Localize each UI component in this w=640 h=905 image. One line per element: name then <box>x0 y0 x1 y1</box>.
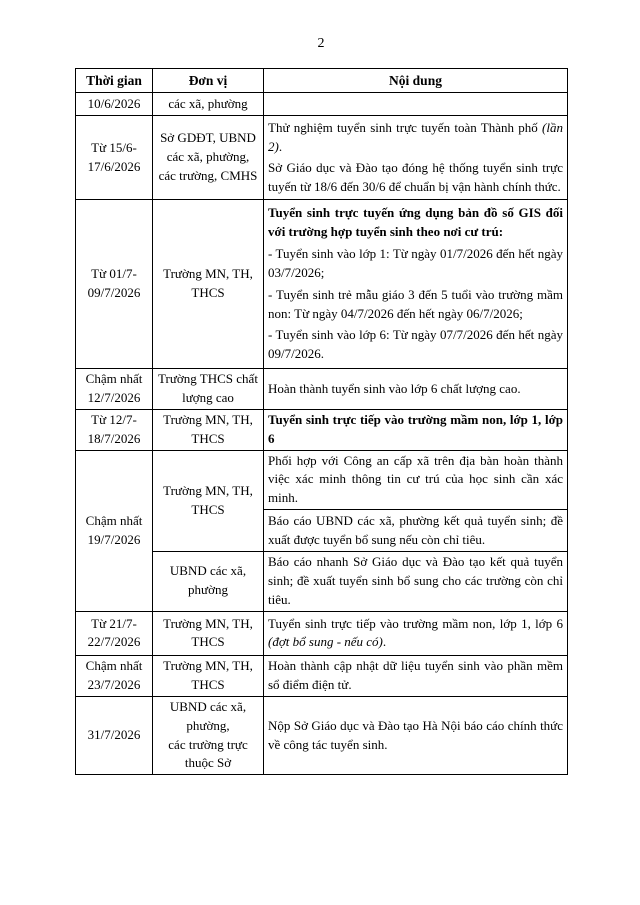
unit-cell: Trường MN, TH, THCS <box>153 656 264 697</box>
content-cell: Báo cáo nhanh Sở Giáo dục và Đào tạo kết quả tuyển sinh; đề xuất tuyển sinh bổ sung cho các trường còn chỉ tiêu. <box>264 552 568 612</box>
table-row <box>76 696 568 774</box>
content-cell: Hoàn thành cập nhật dữ liệu tuyển sinh vào phần mềm sổ điểm điện tử. <box>264 656 568 697</box>
unit-cell: Trường MN, TH, THCS <box>153 409 264 450</box>
table-row <box>76 93 568 116</box>
time-cell: Từ 21/7-22/7/2026 <box>76 611 153 656</box>
column-header-content: Nội dung <box>264 69 568 93</box>
unit-cell: UBND các xã, phường <box>153 552 264 612</box>
content-cell <box>264 611 568 656</box>
time-cell: Chậm nhất 19/7/2026 <box>76 450 153 611</box>
unit-cell: Trường MN, TH, THCS <box>153 450 264 552</box>
table-row <box>76 200 568 369</box>
table-row <box>76 409 568 450</box>
content-paragraph: Thử nghiệm tuyển sinh trực tuyến toàn Thành phố (lần 2). <box>268 120 563 154</box>
content-cell: Tuyển sinh trực tiếp vào trường mầm non, lớp 1, lớp 6 <box>264 409 568 450</box>
content-paragraph: Tuyển sinh trực tiếp vào trường mầm non, lớp 1, lớp 6 (đợt bổ sung - nếu có). <box>268 615 563 650</box>
time-cell: Chậm nhất 23/7/2026 <box>76 656 153 697</box>
content-cell <box>264 93 568 116</box>
unit-cell: Trường THCS chất lượng cao <box>153 369 264 410</box>
table-row <box>76 116 568 200</box>
unit-cell <box>153 696 264 774</box>
time-cell: 31/7/2026 <box>76 696 153 774</box>
enrollment-schedule-table <box>75 68 568 775</box>
content-heading: Tuyển sinh trực tuyến ứng dụng bản đồ số GIS đối với trường hợp tuyển sinh theo nơi cư trú: <box>268 205 563 240</box>
column-header-time: Thời gian <box>76 69 153 93</box>
page-number: 2 <box>317 36 325 51</box>
content-bullet: - Tuyển sinh trẻ mẫu giáo 3 đến 5 tuổi vào trường mầm non: Từ ngày 04/7/2026 đến hết ngày 06/7/2026; <box>268 286 563 321</box>
time-cell: Từ 12/7-18/7/2026 <box>76 409 153 450</box>
unit-cell: Trường MN, TH, THCS <box>153 611 264 656</box>
unit-cell: Trường MN, TH, THCS <box>153 200 264 369</box>
content-cell: Báo cáo UBND các xã, phường kết quả tuyển sinh; đề xuất được tuyển bổ sung nếu còn chỉ tiêu. <box>264 510 568 552</box>
content-cell <box>264 116 568 200</box>
table-row <box>76 450 568 510</box>
table-row <box>76 656 568 697</box>
content-cell <box>264 200 568 369</box>
content-cell: Hoàn thành tuyển sinh vào lớp 6 chất lượng cao. <box>264 369 568 410</box>
content-cell: Phối hợp với Công an cấp xã trên địa bàn hoàn thành việc xác minh thông tin cư trú của học sinh cần xác minh. <box>264 450 568 510</box>
time-cell: 10/6/2026 <box>76 93 153 116</box>
column-header-unit: Đơn vị <box>153 69 264 93</box>
content-paragraph: Sở Giáo dục và Đào tạo đóng hệ thống tuyển sinh trực tuyến từ 18/6 đến 30/6 để chuẩn bị vận hành chính thức. <box>268 159 563 194</box>
time-cell: Từ 01/7-09/7/2026 <box>76 200 153 369</box>
content-cell: Nộp Sở Giáo dục và Đào tạo Hà Nội báo cáo chính thức về công tác tuyển sinh. <box>264 696 568 774</box>
content-bullet: - Tuyển sinh vào lớp 6: Từ ngày 07/7/2026 đến hết ngày 09/7/2026. <box>268 327 563 362</box>
table-row <box>76 369 568 410</box>
time-cell: Chậm nhất 12/7/2026 <box>76 369 153 410</box>
unit-cell: các xã, phường <box>153 93 264 116</box>
table-header-row <box>76 69 568 93</box>
table-row <box>76 611 568 656</box>
content-bullet: - Tuyển sinh vào lớp 1: Từ ngày 01/7/2026 đến hết ngày 03/7/2026; <box>268 246 563 280</box>
unit-line: các trường trực thuộc Sở <box>168 736 248 771</box>
unit-line: UBND các xã, phường, <box>169 698 247 733</box>
time-cell: Từ 15/6-17/6/2026 <box>76 116 153 200</box>
unit-cell: Sở GDĐT, UBND các xã, phường, các trường, CMHS <box>153 116 264 200</box>
